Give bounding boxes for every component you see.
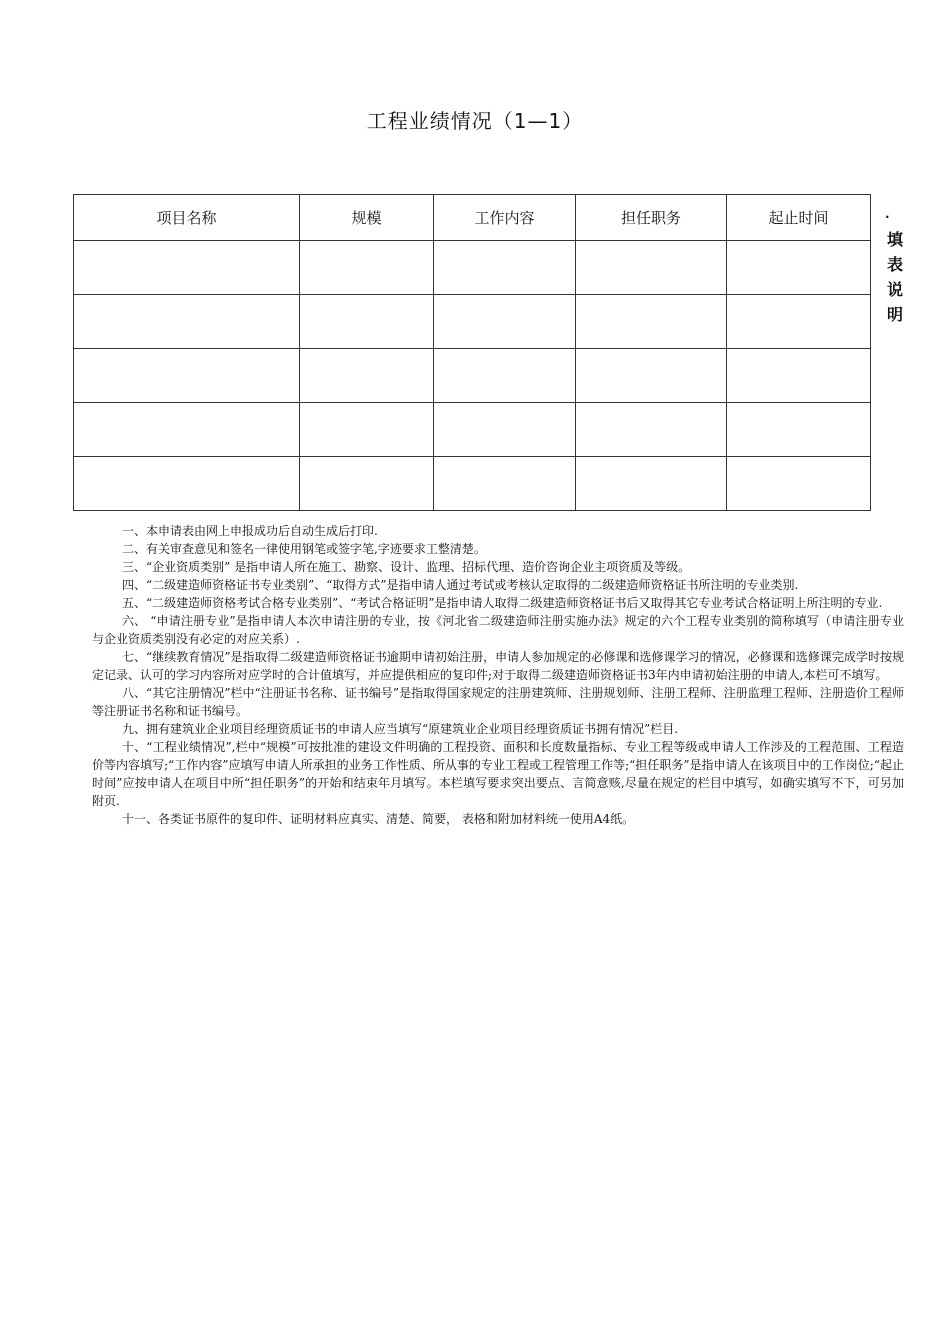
side-note-char: 表 bbox=[886, 255, 903, 274]
cell-period[interactable] bbox=[727, 457, 871, 511]
table-row bbox=[74, 457, 871, 511]
header-project-name: 项目名称 bbox=[74, 195, 300, 241]
cell-period[interactable] bbox=[727, 403, 871, 457]
side-note-char: 说 bbox=[886, 280, 903, 299]
table-row bbox=[74, 403, 871, 457]
instruction-item: 一、本申请表由网上申报成功后自动生成后打印. bbox=[122, 524, 378, 538]
cell-project-name[interactable] bbox=[74, 349, 300, 403]
instruction-item: 九、拥有建筑业企业项目经理资质证书的申请人应当填写“原建筑业企业项目经理资质证书拥有情况”栏目. bbox=[122, 722, 679, 736]
instruction-item: 四、“二级建造师资格证书专业类别”、“取得方式”是指申请人通过考试或考核认定取得的二级建造师资格证书所注明的专业类别. bbox=[122, 578, 799, 592]
table-header-row bbox=[74, 195, 871, 241]
instructions-list bbox=[92, 522, 904, 828]
cell-work-content[interactable] bbox=[434, 241, 576, 295]
cell-position[interactable] bbox=[576, 295, 727, 349]
cell-position[interactable] bbox=[576, 349, 727, 403]
table-row bbox=[74, 349, 871, 403]
work-performance-table bbox=[73, 194, 871, 511]
side-note-char: 填 bbox=[886, 230, 903, 249]
cell-period[interactable] bbox=[727, 295, 871, 349]
table-row bbox=[74, 295, 871, 349]
header-period: 起止时间 bbox=[727, 195, 871, 241]
header-scale: 规模 bbox=[300, 195, 434, 241]
cell-project-name[interactable] bbox=[74, 295, 300, 349]
table-row bbox=[74, 241, 871, 295]
cell-scale[interactable] bbox=[300, 403, 434, 457]
instruction-item: 二、有关审查意见和签名一律使用钢笔或签字笔,字迹要求工整清楚。 bbox=[122, 542, 486, 556]
cell-scale[interactable] bbox=[300, 457, 434, 511]
page-title: 工程业绩情况（1—1） bbox=[366, 109, 584, 133]
cell-period[interactable] bbox=[727, 349, 871, 403]
cell-position[interactable] bbox=[576, 403, 727, 457]
cell-position[interactable] bbox=[576, 457, 727, 511]
instruction-item: 五、“二级建造师资格考试合格专业类别”、“考试合格证明”是指申请人取得二级建造师资格证书后又取得其它专业考试合格证明上所注明的专业. bbox=[122, 596, 883, 610]
cell-scale[interactable] bbox=[300, 349, 434, 403]
side-note-dot: · bbox=[885, 210, 890, 224]
instruction-item: 十、“工程业绩情况”,栏中“规模”可按批准的建设文件明确的工程投资、面积和长度数量指标、专业工程等级或申请人工作涉及的工程范围、工程造价等内容填写;“工作内容”应填写申请人所承担的业务工作性质、所从事的专业工程或工程管理工作等;“担任职务”是指申请人在该项目中的工作岗位;“起止时间”应按申请人在项目中所“担任职务”的开始和结束年月填写。本栏填写要求突出要点、言简意赅,尽量在规定的栏目中填写，如确实填写不下，可另加附页. bbox=[92, 740, 904, 808]
instruction-item: 十一、各类证书原件的复印件、证明材料应真实、清楚、简要， 表格和附加材料统一使用A4纸。 bbox=[122, 812, 635, 826]
cell-project-name[interactable] bbox=[74, 403, 300, 457]
cell-scale[interactable] bbox=[300, 241, 434, 295]
cell-period[interactable] bbox=[727, 241, 871, 295]
cell-work-content[interactable] bbox=[434, 295, 576, 349]
instruction-item: 三、“企业资质类别” 是指申请人所在施工、勘察、设计、监理、招标代理、造价咨询企业主项资质及等级。 bbox=[122, 560, 691, 574]
header-position: 担任职务 bbox=[576, 195, 727, 241]
instruction-item: 六、 “申请注册专业”是指申请人本次申请注册的专业，按《河北省二级建造师注册实施办法》规定的六个工程专业类别的简称填写（申请注册专业与企业资质类别没有必定的对应关系）. bbox=[92, 614, 904, 646]
side-note-char: 明 bbox=[886, 305, 903, 324]
cell-work-content[interactable] bbox=[434, 349, 576, 403]
cell-position[interactable] bbox=[576, 241, 727, 295]
cell-scale[interactable] bbox=[300, 295, 434, 349]
instruction-item: 八、“其它注册情况”栏中“注册证书名称、证书编号”是指取得国家规定的注册建筑师、注册规划师、注册工程师、注册监理工程师、注册造价工程师等注册证书名称和证书编号。 bbox=[92, 686, 904, 718]
cell-work-content[interactable] bbox=[434, 457, 576, 511]
cell-work-content[interactable] bbox=[434, 403, 576, 457]
header-work-content: 工作内容 bbox=[434, 195, 576, 241]
cell-project-name[interactable] bbox=[74, 241, 300, 295]
instruction-item: 七、“继续教育情况”是指取得二级建造师资格证书逾期申请初始注册，申请人参加规定的必修课和选修课学习的情况，必修课和选修课完成学时按规定记录、认可的学习内容所对应学时的合计值填写，并应提供相应的复印件;对于取得二级建造师资格证书3年内申请初始注册的申请人,本栏可不填写。 bbox=[92, 650, 904, 682]
fill-instructions-label bbox=[883, 211, 907, 327]
cell-project-name[interactable] bbox=[74, 457, 300, 511]
